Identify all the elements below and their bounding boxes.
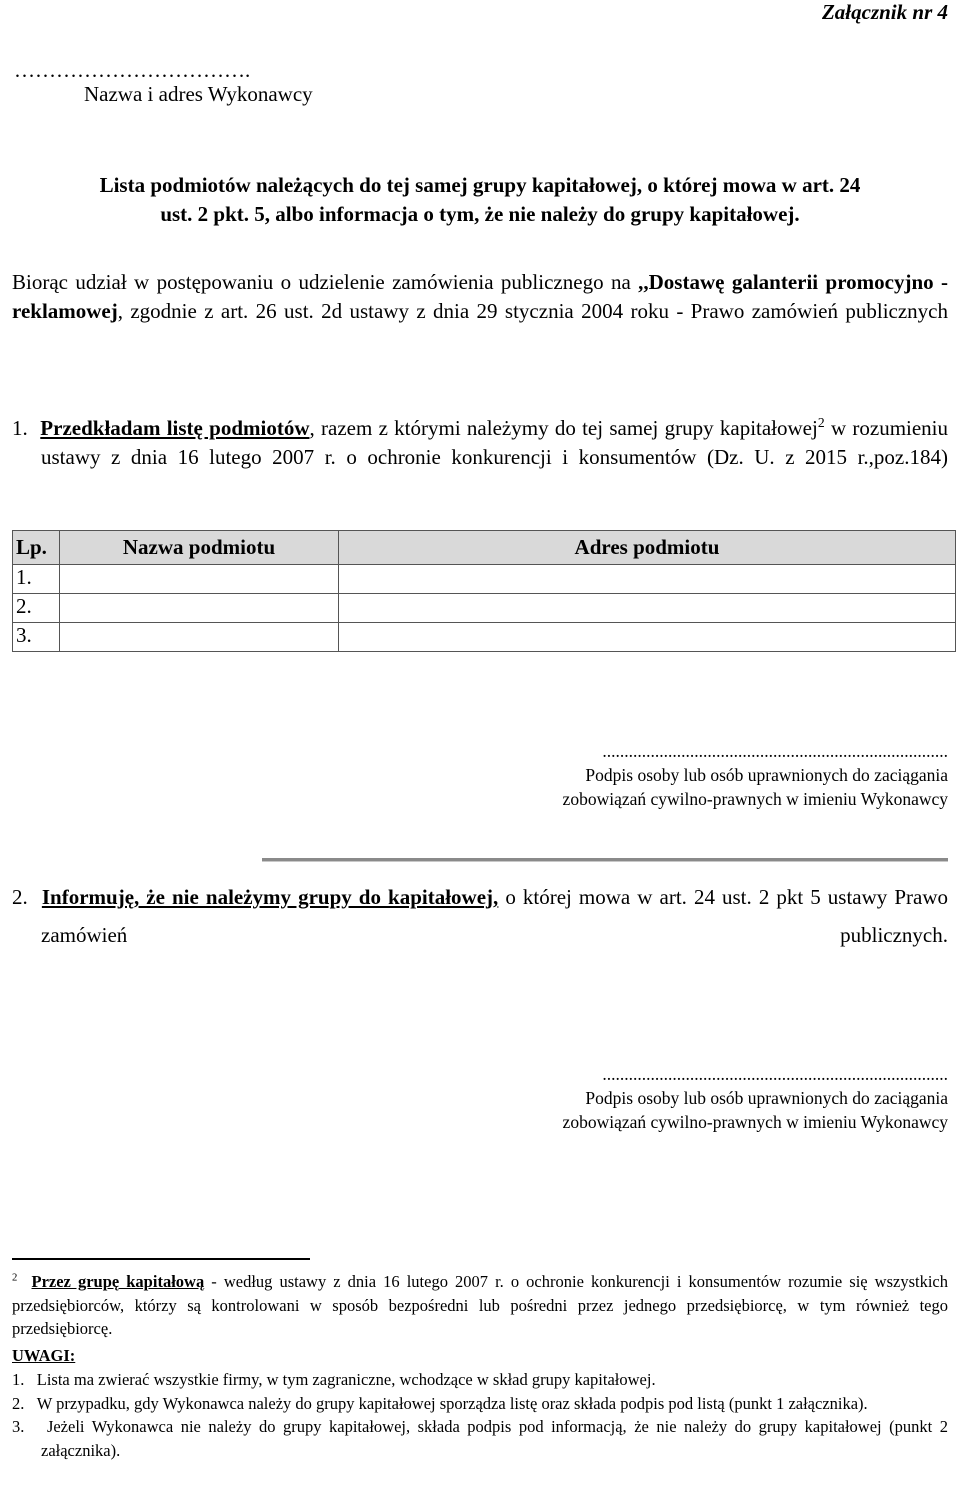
entity-name-cell[interactable] [60,565,339,594]
entity-address-cell[interactable] [339,623,956,652]
entity-name-cell[interactable] [60,623,339,652]
signature-caption-line-2: zobowiązań cywilno-prawnych w imieniu Wykonawcy [562,789,948,809]
signature-caption-line-1: Podpis osoby lub osób uprawnionych do zaciągania [585,765,948,785]
table-header-row [13,531,956,565]
signature-block-2 [478,1062,948,1134]
signature-caption-line-2: zobowiązań cywilno-prawnych w imieniu Wykonawcy [562,1112,948,1132]
remark-text: W przypadku, gdy Wykonawca należy do grupy kapitałowej sporządza listę oraz składa podpis pod listą (punkt 1 załącznika). [36,1393,868,1413]
entities-table [12,530,956,652]
section-2-number: 2. [12,885,28,909]
intro-quote: ,, [638,270,649,294]
list-item [12,1392,948,1416]
remarks-list [12,1368,948,1462]
remark-number: 2. [12,1393,25,1413]
section-1-text-b: w rozumieniu ustawy z dnia 16 lutego 2007 r. o ochronie konkurencji i konsumentów (Dz. U. z 2015 r.,poz.184) [41,416,949,469]
remark-text: Lista ma zwierać wszystkie firmy, w tym zagraniczne, wchodzące w skład grupy kapitałowej. [36,1370,656,1389]
table-row [13,594,956,623]
section-2 [12,878,948,954]
list-item [12,1415,948,1462]
remark-number: 3. [12,1417,25,1436]
footnote-lead: Przez grupę kapitałową [31,1272,205,1291]
intro-text-before: Biorąc udział w postępowaniu o udzielenie zamówienia publicznego na [12,270,639,294]
header-entity-address: Adres podmiotu [339,531,956,565]
table-row [13,565,956,594]
header-lp: Lp. [13,531,60,565]
footnote-separator [12,1258,310,1260]
signature-caption-line-1: Podpis osoby lub osób uprawnionych do zaciągania [585,1088,948,1108]
list-item [12,1368,948,1392]
title-line-1: Lista podmiotów należących do tej samej grupy kapitałowej, o której mowa w art. 24 [99,173,861,197]
remarks-title: UWAGI: [12,1346,76,1365]
signature-block-1 [478,739,948,811]
attachment-number: Załącznik nr 4 [821,0,948,24]
section-1-text-a: , razem z którymi należymy do tej samej grupy kapitałowej [309,416,818,440]
entity-address-cell[interactable] [339,594,956,623]
contractor-name-label: Nazwa i adres Wykonawcy [84,82,313,106]
document-title [12,171,948,229]
entity-name-cell[interactable] [60,594,339,623]
footnote-text: - według ustawy z dnia 16 lutego 2007 r. o ochronie konkurencji i konsumentów rozumie się wszystkich przedsiębiorców, którzy są kontrolowani w sposób bezpośredni lub pośredni przez jednego przedsiębiorcę, w tym również tego przedsiębiorcę. [12,1272,948,1338]
header-entity-name: Nazwa podmiotu [60,531,339,565]
row-number: 2. [13,594,60,623]
footnote-mark: 2 [12,1271,18,1284]
section-1-lead: Przedkładam listę podmiotów [40,416,310,440]
intro-text-after: , zgodnie z art. 26 ust. 2d ustawy z dnia 29 stycznia 2004 roku - Prawo zamówień publicznych [117,299,948,323]
section-2-text: o której mowa w art. 24 ust. 2 pkt 5 ustawy Prawo zamówień publicznych. [41,885,948,947]
signature-dots: ............................................................................... [602,741,948,761]
section-divider [262,858,948,862]
entity-address-cell[interactable] [339,565,956,594]
section-1-number: 1. [12,416,28,440]
intro-subject: Dostawę galanterii promocyjno - reklamowej [12,270,948,323]
intro-paragraph [12,268,948,326]
row-number: 1. [13,565,60,594]
section-1 [12,414,948,472]
row-number: 3. [13,623,60,652]
section-2-lead: Informuję, że nie należymy grupy do kapitałowej, [41,885,499,909]
contractor-dots: ……………………………. [14,58,251,82]
table-row [13,623,956,652]
title-line-2: ust. 2 pkt. 5, albo informacja o tym, że nie należy do grupy kapitałowej. [160,202,800,226]
footnote-ref: 2 [817,415,825,430]
remark-text: Jeżeli Wykonawca nie należy do grupy kapitałowej, składa podpis pod informacją, że nie należy do grupy kapitałowej (punkt 2 załącznika). [41,1417,948,1460]
remark-number: 1. [12,1370,25,1389]
signature-dots: ............................................................................... [602,1064,948,1084]
footnote [12,1270,948,1341]
